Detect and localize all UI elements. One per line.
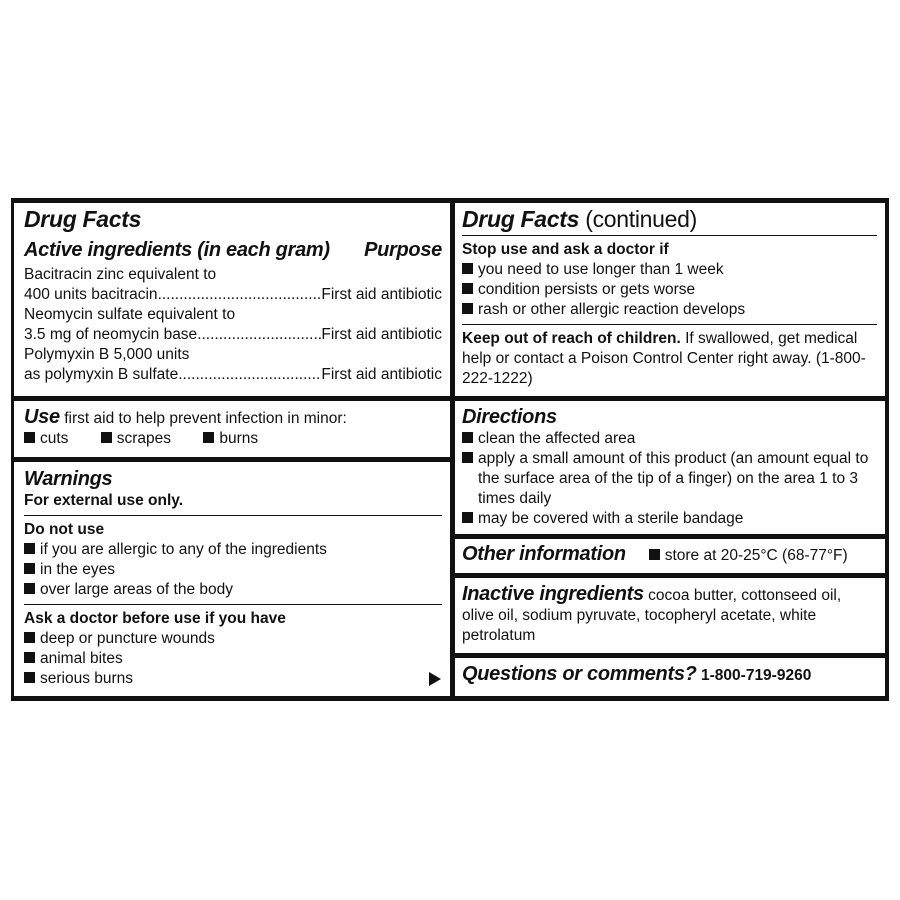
ingredient-amount: 3.5 mg of neomycin base	[24, 326, 198, 343]
warnings-heading: Warnings	[24, 468, 113, 490]
other-information-heading: Other information	[462, 543, 626, 565]
use-line	[24, 405, 442, 429]
directions-heading: Directions	[462, 406, 557, 428]
do-not-use-heading: Do not use	[24, 521, 105, 538]
leader-dots	[197, 325, 321, 345]
use-box	[14, 401, 450, 457]
title-text: Drug Facts	[462, 206, 580, 232]
keep-out-heading: Keep out of reach of children.	[462, 330, 681, 347]
bullet-icon	[24, 543, 35, 554]
questions-phone: 1-800-719-9260	[701, 667, 812, 684]
ingredient-purpose: First aid antibiotic	[321, 326, 442, 343]
bullet-icon	[462, 283, 473, 294]
external-use-text: For external use only.	[24, 492, 184, 509]
questions-heading: Questions or comments?	[462, 663, 697, 685]
inactive-ingredients-box	[455, 578, 885, 653]
drug-facts-continued-box	[455, 203, 885, 396]
ingredient-line: Neomycin sulfate equivalent to	[24, 306, 236, 323]
list-item	[462, 280, 877, 300]
use-item: scrapes	[116, 430, 172, 447]
ingredient-line: Polymyxin B 5,000 units	[24, 346, 190, 363]
leader-dots	[158, 285, 322, 305]
ingredient-row	[24, 365, 442, 385]
list-item	[462, 449, 877, 509]
list-item	[24, 669, 442, 689]
stop-use-heading: Stop use and ask a doctor if	[462, 241, 669, 258]
bullet-icon	[24, 632, 35, 643]
list-item	[462, 300, 877, 320]
drug-facts-title: Drug Facts	[24, 206, 142, 232]
leader-dots	[178, 365, 321, 385]
storage-text: store at 20-25°C (68-77°F)	[664, 547, 848, 564]
list-item	[24, 560, 442, 580]
keep-out-text: If swallowed, get medical help or contact a Poison Control Center right away. (1-800-222-1222)	[462, 330, 866, 387]
list-item	[24, 540, 442, 560]
bullet-icon	[462, 432, 473, 443]
list-item-text: clean the affected area	[478, 430, 636, 447]
ingredient-purpose: First aid antibiotic	[321, 366, 442, 383]
list-item-text: may be covered with a sterile bandage	[478, 510, 744, 527]
active-ingredients-header	[24, 238, 442, 262]
bullet-icon	[24, 672, 35, 683]
bullet-icon	[649, 549, 660, 560]
bullet-icon	[462, 452, 473, 463]
use-item: cuts	[40, 430, 69, 447]
warnings-box	[14, 462, 450, 696]
use-text: first aid to help prevent infection in minor:	[64, 410, 347, 427]
list-item	[462, 429, 877, 449]
directions-list	[462, 429, 877, 529]
bullet-icon	[462, 263, 473, 274]
list-item-text: apply a small amount of this product (an amount equal to the surface area of the tip of a finger) on the area 1 to 3 times daily	[478, 450, 869, 507]
continued-text: (continued)	[585, 206, 698, 232]
directions-box	[455, 401, 885, 534]
bullet-icon	[462, 512, 473, 523]
ingredient-amount: as polymyxin B sulfate	[24, 366, 179, 383]
ingredient-amount: 400 units bacitracin	[24, 286, 158, 303]
bullet-icon	[24, 652, 35, 663]
ask-doctor-heading: Ask a doctor before use if you have	[24, 610, 286, 627]
other-information-box	[455, 539, 885, 573]
list-item-text: animal bites	[40, 650, 123, 667]
use-heading: Use	[24, 406, 60, 428]
questions-box	[455, 658, 885, 696]
list-item-text: you need to use longer than 1 week	[478, 261, 724, 278]
ingredient-row	[24, 325, 442, 345]
purpose-heading: Purpose	[364, 239, 442, 261]
other-information-text	[649, 547, 848, 564]
list-item	[462, 260, 877, 280]
inactive-ingredients	[462, 582, 877, 646]
active-ingredients-heading: Active ingredients (in each gram)	[24, 239, 330, 261]
drug-facts-label	[11, 198, 889, 701]
list-item	[462, 509, 877, 529]
ingredient-line: Bacitracin zinc equivalent to	[24, 266, 217, 283]
list-item	[24, 629, 442, 649]
active-ingredients-box	[14, 203, 450, 396]
list-item-text: if you are allergic to any of the ingredients	[40, 541, 327, 558]
bullet-icon	[24, 583, 35, 594]
inactive-ingredients-text: cocoa butter, cottonseed oil, olive oil, sodium pyruvate, tocopheryl acetate, white petrolatum	[462, 587, 842, 644]
ingredient-purpose: First aid antibiotic	[321, 286, 442, 303]
list-item-text: over large areas of the body	[40, 581, 234, 598]
divider	[462, 235, 877, 236]
ask-doctor-list	[24, 629, 442, 689]
list-item-text: serious burns	[40, 670, 134, 687]
list-item-text: rash or other allergic reaction develops	[478, 301, 746, 318]
bullet-icon	[203, 432, 214, 443]
list-item-text: in the eyes	[40, 561, 115, 578]
continue-arrow-icon	[429, 672, 441, 686]
list-item	[24, 649, 442, 669]
keep-out-reach	[462, 329, 877, 389]
divider	[462, 324, 877, 325]
bullet-icon	[24, 563, 35, 574]
use-item: burns	[219, 430, 259, 447]
bullet-icon	[101, 432, 112, 443]
bullet-icon	[24, 432, 35, 443]
bullet-icon	[462, 303, 473, 314]
divider	[24, 515, 442, 516]
list-item-text: condition persists or gets worse	[478, 281, 696, 298]
do-not-use-list	[24, 540, 442, 600]
ingredient-row	[24, 285, 442, 305]
ingredient-list	[24, 265, 442, 385]
use-items	[24, 429, 442, 449]
inactive-ingredients-heading: Inactive ingredients	[462, 583, 644, 605]
divider	[24, 604, 442, 605]
drug-facts-continued-title	[462, 206, 877, 232]
list-item	[24, 580, 442, 600]
list-item-text: deep or puncture wounds	[40, 630, 215, 647]
stop-use-list	[462, 260, 877, 320]
